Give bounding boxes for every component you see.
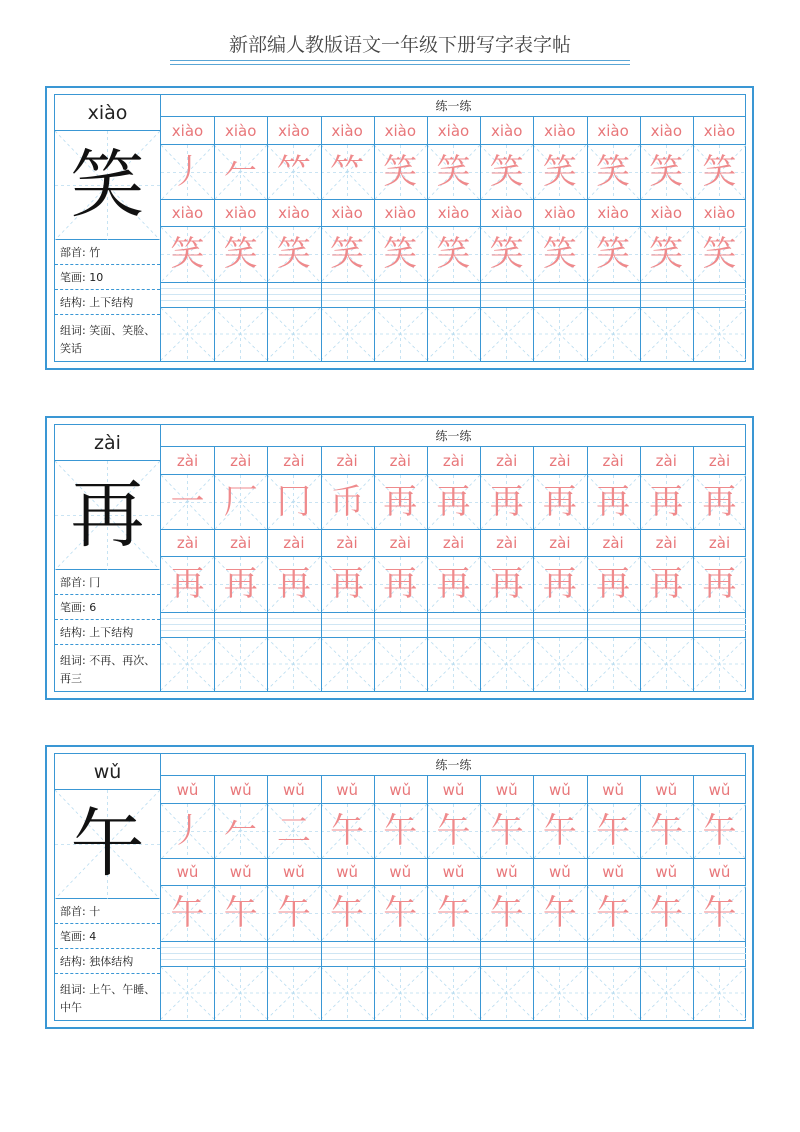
practice-character: 再 bbox=[489, 564, 524, 604]
practice-character: 午 bbox=[383, 893, 418, 933]
practice-pinyin: xiào bbox=[490, 122, 523, 140]
grid-line bbox=[480, 117, 481, 361]
grid-line bbox=[161, 941, 746, 942]
tian-zi-guide bbox=[267, 308, 320, 360]
practice-pinyin: xiào bbox=[544, 122, 576, 140]
practice-pinyin: wǔ bbox=[708, 781, 731, 799]
practice-character: 午 bbox=[596, 811, 631, 851]
practice-pinyin: wǔ bbox=[389, 863, 412, 881]
practice-character: 笑 bbox=[223, 234, 258, 274]
grid-line bbox=[161, 858, 746, 859]
practice-character: 午 bbox=[383, 811, 418, 851]
radical-row bbox=[55, 900, 160, 924]
practice-pinyin: zài bbox=[283, 534, 305, 552]
card-inner-frame bbox=[54, 753, 746, 1021]
practice-pinyin: xiào bbox=[544, 204, 576, 222]
practice-character: 午 bbox=[702, 893, 737, 933]
practice-pinyin: zài bbox=[496, 534, 518, 552]
grid-line bbox=[161, 637, 746, 638]
grid-line bbox=[161, 529, 746, 530]
pinyin-guide-line bbox=[161, 300, 746, 301]
grid-line bbox=[587, 447, 588, 691]
practice-pinyin: zài bbox=[655, 534, 677, 552]
tian-zi-guide bbox=[374, 967, 427, 1019]
grid-line bbox=[427, 776, 428, 1020]
practice-character: 午 bbox=[330, 811, 365, 851]
practice-character: 再 bbox=[330, 564, 365, 604]
grid-line bbox=[161, 474, 746, 475]
practice-character: 午 bbox=[223, 893, 258, 933]
structure-row-value: 上下结构 bbox=[89, 296, 134, 309]
grid-line bbox=[587, 776, 588, 1020]
tian-zi-guide bbox=[533, 967, 586, 1019]
character-card bbox=[45, 745, 754, 1029]
practice-character: 𥫗 bbox=[276, 152, 311, 192]
practice-pinyin: xiào bbox=[384, 122, 416, 140]
grid-line bbox=[214, 447, 215, 691]
grid-line bbox=[267, 447, 268, 691]
character-pinyin: zài bbox=[55, 425, 160, 461]
practice-character: 笑 bbox=[383, 152, 418, 192]
grid-line bbox=[161, 556, 746, 557]
grid-line bbox=[321, 447, 322, 691]
practice-character: 笑 bbox=[649, 152, 684, 192]
word-group-row bbox=[55, 316, 160, 361]
practice-pinyin: xiào bbox=[703, 204, 736, 222]
tian-zi-guide bbox=[480, 638, 533, 690]
practice-pinyin: wǔ bbox=[602, 863, 624, 881]
tian-zi-guide bbox=[587, 308, 640, 360]
practice-pinyin: xiào bbox=[597, 122, 629, 140]
grid-line bbox=[161, 282, 746, 283]
pinyin-guide-line bbox=[161, 630, 746, 631]
grid-line bbox=[533, 117, 534, 361]
tian-zi-guide bbox=[693, 308, 746, 360]
pinyin-guide-line bbox=[161, 947, 746, 948]
practice-character: 午 bbox=[542, 811, 577, 851]
grid-line bbox=[374, 447, 375, 691]
practice-character: 再 bbox=[542, 482, 577, 522]
practice-pinyin: zài bbox=[336, 534, 358, 552]
grid-line bbox=[161, 885, 746, 886]
practice-character: 笑 bbox=[542, 152, 577, 192]
character-model: 再 bbox=[70, 472, 145, 558]
tian-zi-guide bbox=[374, 308, 427, 360]
practice-pinyin: xiào bbox=[278, 122, 310, 140]
tian-zi-guide bbox=[161, 967, 214, 1019]
practice-pinyin: wǔ bbox=[283, 781, 305, 799]
tian-zi-guide bbox=[640, 308, 693, 360]
practice-pinyin: zài bbox=[496, 452, 518, 470]
practice-character: 笑 bbox=[383, 234, 418, 274]
practice-character: 再 bbox=[383, 482, 418, 522]
practice-character: 𠂉 bbox=[223, 152, 258, 192]
grid-line bbox=[640, 117, 641, 361]
pinyin-guide-line bbox=[161, 294, 746, 295]
grid-line bbox=[374, 776, 375, 1020]
grid-line bbox=[214, 117, 215, 361]
structure-row-value: 独体结构 bbox=[89, 955, 134, 968]
practice-character: 午 bbox=[542, 893, 577, 933]
grid-line bbox=[267, 117, 268, 361]
practice-pinyin: wǔ bbox=[283, 863, 305, 881]
character-info-column bbox=[55, 95, 161, 361]
practice-pinyin: wǔ bbox=[336, 781, 358, 799]
tian-zi-guide bbox=[267, 967, 320, 1019]
tian-zi-guide bbox=[427, 308, 480, 360]
practice-pinyin: xiào bbox=[384, 204, 416, 222]
word-group-row-label: 组词: bbox=[60, 324, 86, 337]
practice-character: 笑 bbox=[596, 234, 631, 274]
stroke-count-row-value: 6 bbox=[89, 601, 97, 614]
practice-character: 午 bbox=[436, 811, 471, 851]
tian-zi-guide bbox=[640, 638, 693, 690]
practice-pinyin: xiào bbox=[437, 204, 470, 222]
practice-character: 再 bbox=[649, 482, 684, 522]
practice-character: 笑 bbox=[170, 234, 205, 274]
practice-character: 二 bbox=[276, 811, 311, 851]
practice-pinyin: xiào bbox=[171, 204, 204, 222]
grid-line bbox=[693, 447, 694, 691]
radical-row-label: 部首: bbox=[60, 905, 86, 918]
tian-zi-guide bbox=[321, 308, 374, 360]
practice-character: 笑 bbox=[489, 152, 524, 192]
tian-zi-guide bbox=[374, 638, 427, 690]
card-inner-frame bbox=[54, 94, 746, 362]
practice-pinyin: wǔ bbox=[708, 863, 731, 881]
tian-zi-guide bbox=[267, 638, 320, 690]
practice-pinyin: zài bbox=[708, 534, 731, 552]
grid-line bbox=[321, 776, 322, 1020]
practice-character: 丿 bbox=[170, 152, 205, 192]
structure-row bbox=[55, 621, 160, 645]
practice-pinyin: wǔ bbox=[229, 863, 252, 881]
stroke-count-row bbox=[55, 925, 160, 949]
practice-pinyin: zài bbox=[602, 452, 624, 470]
practice-pinyin: zài bbox=[176, 534, 199, 552]
tian-zi-guide bbox=[640, 967, 693, 1019]
practice-pinyin: wǔ bbox=[442, 863, 465, 881]
word-group-row-label: 组词: bbox=[60, 654, 86, 667]
grid-line bbox=[374, 117, 375, 361]
radical-row-value: 冂 bbox=[89, 576, 101, 589]
practice-pinyin: zài bbox=[230, 452, 252, 470]
practice-pinyin: wǔ bbox=[176, 863, 199, 881]
practice-pinyin: wǔ bbox=[602, 781, 624, 799]
tian-zi-guide bbox=[533, 638, 586, 690]
practice-character: 笑 bbox=[596, 152, 631, 192]
grid-line bbox=[693, 776, 694, 1020]
character-info-column bbox=[55, 754, 161, 1020]
tian-zi-guide bbox=[480, 308, 533, 360]
character-card bbox=[45, 416, 754, 700]
pinyin-guide-line bbox=[161, 288, 746, 289]
practice-character: 笑 bbox=[436, 152, 471, 192]
character-model-cell bbox=[55, 790, 160, 899]
practice-character: 午 bbox=[170, 893, 205, 933]
practice-header: 练一练 bbox=[161, 754, 746, 776]
radical-row-label: 部首: bbox=[60, 576, 86, 589]
title-rule bbox=[170, 64, 630, 65]
practice-character: 午 bbox=[702, 811, 737, 851]
practice-grid bbox=[161, 95, 746, 361]
practice-pinyin: xiào bbox=[278, 204, 310, 222]
structure-row-value: 上下结构 bbox=[89, 626, 134, 639]
practice-character: 一 bbox=[170, 482, 205, 522]
practice-pinyin: xiào bbox=[171, 122, 204, 140]
practice-pinyin: zài bbox=[708, 452, 731, 470]
structure-row-label: 结构: bbox=[60, 955, 86, 968]
practice-character: 丿 bbox=[170, 811, 205, 851]
character-card bbox=[45, 86, 754, 370]
practice-pinyin: zài bbox=[655, 452, 677, 470]
radical-row bbox=[55, 571, 160, 595]
practice-character: 笑 bbox=[489, 234, 524, 274]
practice-grid bbox=[161, 754, 746, 1020]
grid-line bbox=[480, 447, 481, 691]
tian-zi-guide bbox=[533, 308, 586, 360]
practice-pinyin: wǔ bbox=[442, 781, 465, 799]
practice-character: 笑 bbox=[330, 234, 365, 274]
practice-header: 练一练 bbox=[161, 95, 746, 117]
practice-character: 再 bbox=[649, 564, 684, 604]
grid-line bbox=[480, 776, 481, 1020]
grid-line bbox=[161, 199, 746, 200]
practice-character: 再 bbox=[596, 482, 631, 522]
word-group-row bbox=[55, 646, 160, 691]
practice-pinyin: zài bbox=[389, 452, 411, 470]
practice-character: 𥫗 bbox=[330, 152, 365, 192]
practice-pinyin: zài bbox=[283, 452, 305, 470]
grid-line bbox=[267, 776, 268, 1020]
practice-character: 午 bbox=[276, 893, 311, 933]
practice-pinyin: zài bbox=[442, 534, 465, 552]
practice-pinyin: wǔ bbox=[495, 781, 518, 799]
practice-pinyin: xiào bbox=[224, 122, 257, 140]
practice-grid bbox=[161, 425, 746, 691]
stroke-count-row-value: 4 bbox=[89, 930, 97, 943]
character-info-column bbox=[55, 425, 161, 691]
radical-row-value: 十 bbox=[89, 905, 101, 918]
tian-zi-guide bbox=[587, 638, 640, 690]
tian-zi-guide bbox=[693, 967, 746, 1019]
radical-row bbox=[55, 241, 160, 265]
pinyin-guide-line bbox=[161, 618, 746, 619]
practice-pinyin: zài bbox=[230, 534, 252, 552]
practice-character: 午 bbox=[649, 811, 684, 851]
practice-character: 𠂉 bbox=[223, 811, 258, 851]
practice-character: 再 bbox=[276, 564, 311, 604]
practice-character: 午 bbox=[330, 893, 365, 933]
grid-line bbox=[693, 117, 694, 361]
grid-line bbox=[427, 117, 428, 361]
word-group-row bbox=[55, 975, 160, 1020]
word-group-row-label: 组词: bbox=[60, 983, 86, 996]
practice-pinyin: wǔ bbox=[229, 781, 252, 799]
practice-pinyin: xiào bbox=[224, 204, 257, 222]
practice-pinyin: wǔ bbox=[549, 781, 571, 799]
title-rule bbox=[170, 60, 630, 61]
pinyin-guide-line bbox=[161, 959, 746, 960]
grid-line bbox=[161, 803, 746, 804]
tian-zi-guide bbox=[214, 967, 267, 1019]
practice-character: 笑 bbox=[436, 234, 471, 274]
grid-line bbox=[587, 117, 588, 361]
grid-line bbox=[161, 144, 746, 145]
practice-character: 再 bbox=[702, 564, 737, 604]
character-model-cell bbox=[55, 461, 160, 570]
practice-pinyin: xiào bbox=[650, 122, 682, 140]
grid-line bbox=[214, 776, 215, 1020]
tian-zi-guide bbox=[427, 638, 480, 690]
tian-zi-guide bbox=[161, 638, 214, 690]
practice-pinyin: zài bbox=[602, 534, 624, 552]
grid-line bbox=[533, 776, 534, 1020]
stroke-count-row-label: 笔画: bbox=[60, 601, 86, 614]
practice-character: 再 bbox=[702, 482, 737, 522]
practice-pinyin: xiào bbox=[437, 122, 470, 140]
practice-pinyin: wǔ bbox=[176, 781, 199, 799]
practice-pinyin: xiào bbox=[650, 204, 682, 222]
character-model: 笑 bbox=[70, 142, 145, 228]
tian-zi-guide bbox=[480, 967, 533, 1019]
practice-pinyin: xiào bbox=[597, 204, 629, 222]
practice-character: 再 bbox=[436, 482, 471, 522]
practice-pinyin: wǔ bbox=[389, 781, 412, 799]
page-title: 新部编人教版语文一年级下册写字表字帖 bbox=[228, 34, 571, 56]
stroke-count-row-label: 笔画: bbox=[60, 271, 86, 284]
practice-character: 再 bbox=[170, 564, 205, 604]
practice-character: 午 bbox=[436, 893, 471, 933]
grid-line bbox=[533, 447, 534, 691]
practice-pinyin: zài bbox=[176, 452, 199, 470]
grid-line bbox=[161, 966, 746, 967]
word-group-row-value: 上午、午睡、中午 bbox=[60, 983, 156, 1014]
practice-character: 厂 bbox=[223, 482, 258, 522]
practice-pinyin: wǔ bbox=[336, 863, 358, 881]
tian-zi-guide bbox=[427, 967, 480, 1019]
character-pinyin: wǔ bbox=[55, 754, 160, 790]
radical-row-value: 竹 bbox=[89, 246, 101, 259]
word-group-row-value: 笑面、笑脸、笑话 bbox=[60, 324, 156, 355]
stroke-count-row bbox=[55, 266, 160, 290]
grid-line bbox=[321, 117, 322, 361]
structure-row-label: 结构: bbox=[60, 296, 86, 309]
grid-line bbox=[640, 447, 641, 691]
practice-pinyin: wǔ bbox=[655, 863, 678, 881]
tian-zi-guide bbox=[321, 967, 374, 1019]
practice-character: 午 bbox=[489, 811, 524, 851]
structure-row bbox=[55, 950, 160, 974]
character-model-cell bbox=[55, 131, 160, 240]
practice-pinyin: zài bbox=[442, 452, 465, 470]
structure-row-label: 结构: bbox=[60, 626, 86, 639]
grid-line bbox=[161, 226, 746, 227]
practice-character: 再 bbox=[383, 564, 418, 604]
grid-line bbox=[427, 447, 428, 691]
practice-character: 笑 bbox=[276, 234, 311, 274]
practice-character: 午 bbox=[596, 893, 631, 933]
stroke-count-row-value: 10 bbox=[89, 271, 104, 284]
pinyin-guide-line bbox=[161, 624, 746, 625]
practice-character: 再 bbox=[542, 564, 577, 604]
practice-pinyin: xiào bbox=[703, 122, 736, 140]
grid-line bbox=[161, 612, 746, 613]
card-inner-frame bbox=[54, 424, 746, 692]
grid-line bbox=[161, 307, 746, 308]
character-model: 午 bbox=[70, 801, 145, 887]
practice-character: 再 bbox=[436, 564, 471, 604]
practice-character: 午 bbox=[489, 893, 524, 933]
tian-zi-guide bbox=[214, 638, 267, 690]
word-group-row-value: 不再、再次、再三 bbox=[60, 654, 156, 685]
practice-character: 笑 bbox=[702, 152, 737, 192]
tian-zi-guide bbox=[161, 308, 214, 360]
practice-pinyin: xiào bbox=[331, 204, 363, 222]
grid-line bbox=[640, 776, 641, 1020]
tian-zi-guide bbox=[693, 638, 746, 690]
practice-pinyin: wǔ bbox=[549, 863, 571, 881]
practice-character: 币 bbox=[330, 482, 365, 522]
radical-row-label: 部首: bbox=[60, 246, 86, 259]
practice-pinyin: zài bbox=[336, 452, 358, 470]
practice-character: 冂 bbox=[276, 482, 311, 522]
practice-pinyin: zài bbox=[549, 534, 571, 552]
stroke-count-row-label: 笔画: bbox=[60, 930, 86, 943]
stroke-count-row bbox=[55, 596, 160, 620]
pinyin-guide-line bbox=[161, 953, 746, 954]
practice-character: 再 bbox=[223, 564, 258, 604]
tian-zi-guide bbox=[214, 308, 267, 360]
practice-pinyin: zài bbox=[549, 452, 571, 470]
practice-pinyin: xiào bbox=[331, 122, 363, 140]
tian-zi-guide bbox=[321, 638, 374, 690]
practice-header: 练一练 bbox=[161, 425, 746, 447]
practice-character: 午 bbox=[649, 893, 684, 933]
structure-row bbox=[55, 291, 160, 315]
practice-character: 笑 bbox=[542, 234, 577, 274]
tian-zi-guide bbox=[587, 967, 640, 1019]
practice-character: 笑 bbox=[649, 234, 684, 274]
practice-character: 再 bbox=[596, 564, 631, 604]
character-pinyin: xiào bbox=[55, 95, 160, 131]
practice-pinyin: zài bbox=[389, 534, 411, 552]
practice-character: 再 bbox=[489, 482, 524, 522]
practice-pinyin: xiào bbox=[490, 204, 523, 222]
practice-character: 笑 bbox=[702, 234, 737, 274]
practice-pinyin: wǔ bbox=[495, 863, 518, 881]
practice-pinyin: wǔ bbox=[655, 781, 678, 799]
